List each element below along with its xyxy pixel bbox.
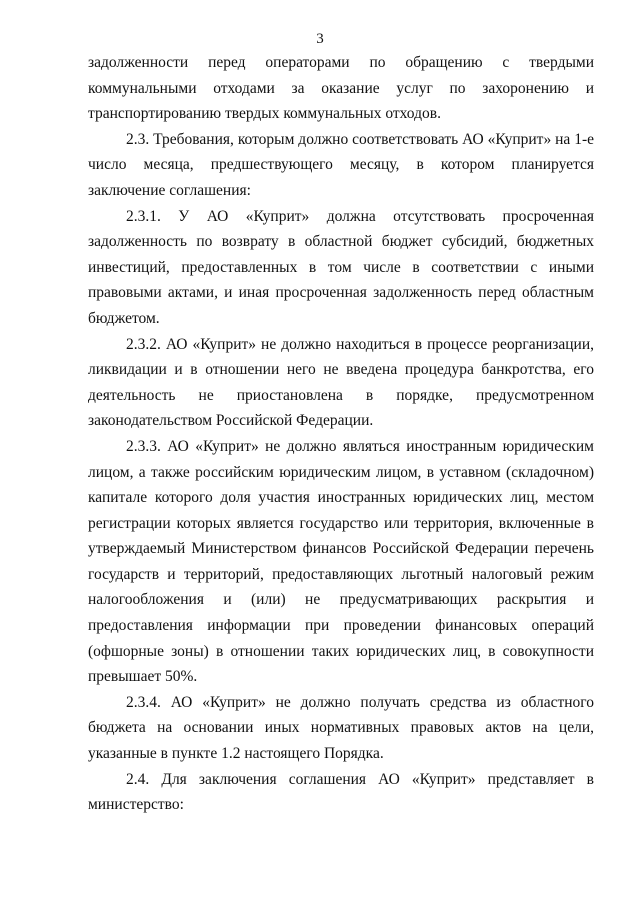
- paragraph-2-3-2: 2.3.2. АО «Куприт» не должно находиться в процессе реорганизации, ликвидации и в отношении него не введена процедура банкротства, его деятельность не приостановлена в порядке, предусмотренном законодательством Российской Федерации.: [88, 335, 594, 430]
- paragraph-2-3-4: 2.3.4. АО «Куприт» не должно получать средства из областного бюджета на основании иных нормативных правовых актов на цели, указанные в пункте 1.2 настоящего Порядка.: [88, 693, 594, 763]
- page-number: 3: [316, 31, 324, 47]
- paragraph-2-4: 2.4. Для заключения соглашения АО «Куприт» представляет в министерство:: [88, 770, 594, 814]
- paragraph-continuation: задолженности перед операторами по обращению с твердыми коммунальными отходами за оказание услуг по захоронению и транспортированию твердых коммунальных отходов.: [88, 54, 594, 123]
- paragraph-2-3-3: 2.3.3. АО «Куприт» не должно являться иностранным юридическим лицом, а также российским юридическим лицом, в уставном (складочном) капитале которого доля участия иностранных юридических лиц, местом регистрации которых является государство или территория, включенные в утверждаемый Министерством финансов Российской Федерации перечень государств и территорий, предоставляющих льготный налоговый режим налогообложения и (или) не предусматривающих раскрытия и предоставления информации при проведении финансовых операций (офшорные зоны) в отношении таких юридических лиц, в совокупности превышает 50%.: [88, 437, 594, 686]
- paragraph-2-3: 2.3. Требования, которым должно соответствовать АО «Куприт» на 1-е число месяца, предшествующего месяцу, в котором планируется заключение соглашения:: [88, 130, 594, 199]
- document-body: [88, 50, 594, 818]
- paragraph-2-3-1: 2.3.1. У АО «Куприт» должна отсутствовать просроченная задолженность по возврату в областной бюджет субсидий, бюджетных инвестиций, предоставленных в том числе в соответствии с иными правовыми актами, и иная просроченная задолженность перед областным бюджетом.: [88, 207, 594, 327]
